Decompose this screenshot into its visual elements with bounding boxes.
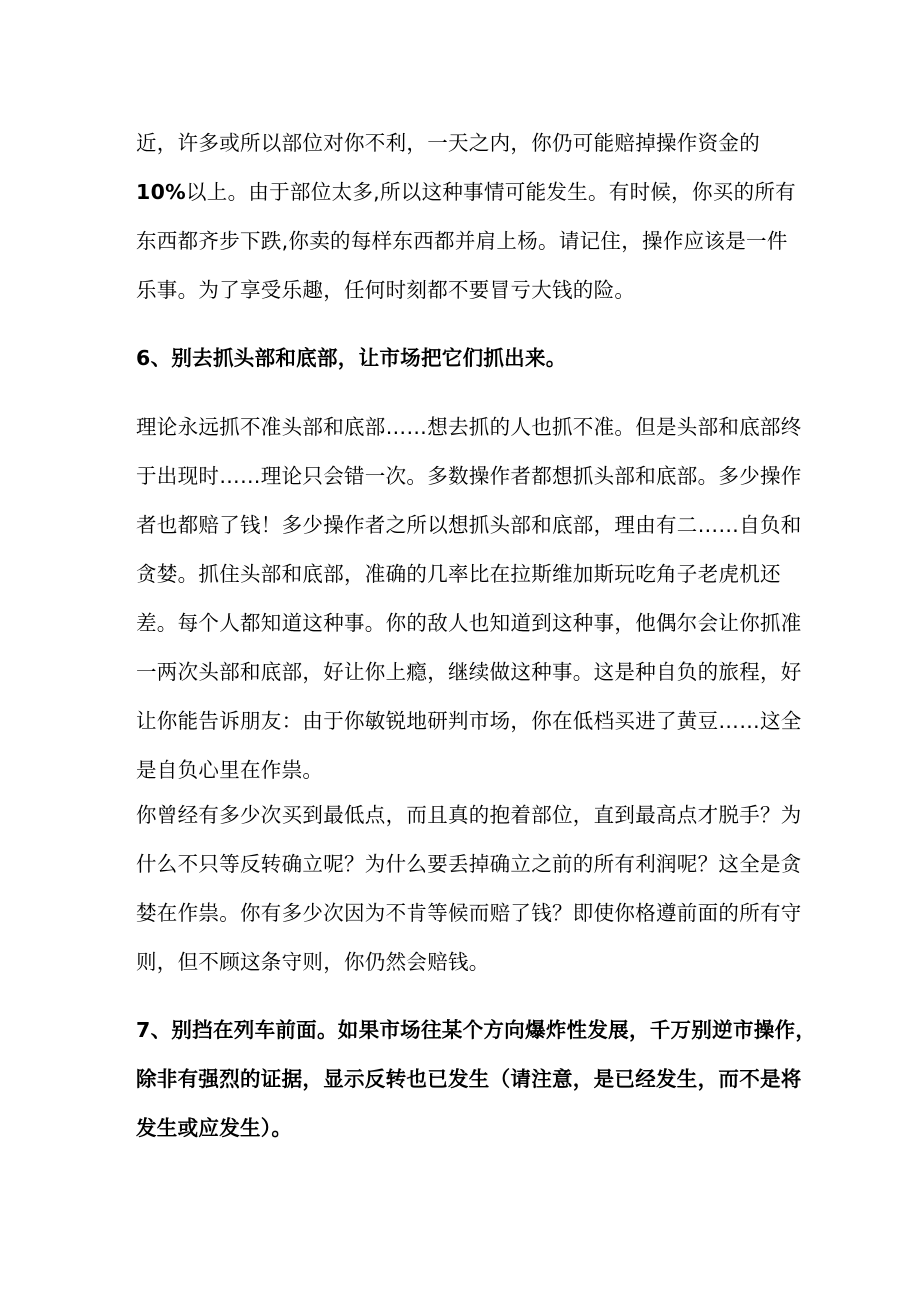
para1-line-3: 东西都齐步下跌,你卖的每样东西都并肩上杨。请记住，操作应该是一件: [136, 229, 788, 253]
heading-rule-7-line-2: 除非有强烈的证据，显示反转也已发生（请注意，是已经发生，而不是将: [136, 1067, 802, 1091]
para1-line-1: 近，许多或所以部位对你不利，一天之内，你仍可能赔掉操作资金的: [136, 131, 760, 155]
para3-line-2: 什么不只等反转确立呢？为什么要丢掉确立之前的所有利润呢？这全是贪: [136, 852, 802, 876]
para2-line-8: 是自负心里在作祟。: [136, 758, 324, 782]
para1-percent: 10%: [136, 180, 186, 204]
para2-line-7: 让你能告诉朋友：由于你敏锐地研判市场，你在低档买进了黄豆……这全: [136, 709, 802, 733]
heading-rule-7-line-1: 7、别挡在列车前面。如果市场往某个方向爆炸性发展，千万别逆市操作，: [136, 1018, 817, 1042]
para2-line-6: 一两次头部和底部，好让你上瘾，继续做这种事。这是种自负的旅程，好: [136, 660, 802, 684]
heading-rule-6: 6、别去抓头部和底部，让市场把它们抓出来。: [136, 346, 567, 370]
para3-line-3: 婪在作祟。你有多少次因为不肯等候而赔了钱？即使你格遵前面的所有守: [136, 901, 802, 925]
para2-line-5: 差。每个人都知道这种事。你的敌人也知道到这种事，他偶尔会让你抓准: [136, 611, 802, 635]
heading-rule-7-line-3: 发生或应发生）。: [136, 1116, 293, 1140]
para2-line-3: 者也都赔了钱！多少操作者之所以想抓头部和底部，理由有二……自负和: [136, 513, 802, 537]
para1-line-2-text: 以上。由于部位太多,所以这种事情可能发生。有时候，你买的所有: [185, 180, 796, 204]
para1-line-4: 乐事。为了享受乐趣，任何时刻都不要冒亏大钱的险。: [136, 278, 636, 302]
para2-line-1: 理论永远抓不准头部和底部……想去抓的人也抓不准。但是头部和底部终: [136, 415, 802, 439]
para1-line-2: [136, 178, 796, 206]
para3-line-1: 你曾经有多少次买到最低点，而且真的抱着部位，直到最高点才脱手？为: [136, 803, 802, 827]
para2-line-4: 贪婪。抓住头部和底部，准确的几率比在拉斯维加斯玩吃角子老虎机还: [136, 562, 781, 586]
para3-line-4: 则，但不顾这条守则，你仍然会赔钱。: [136, 950, 490, 974]
para2-line-2: 于出现时……理论只会错一次。多数操作者都想抓头部和底部。多少操作: [136, 464, 802, 488]
